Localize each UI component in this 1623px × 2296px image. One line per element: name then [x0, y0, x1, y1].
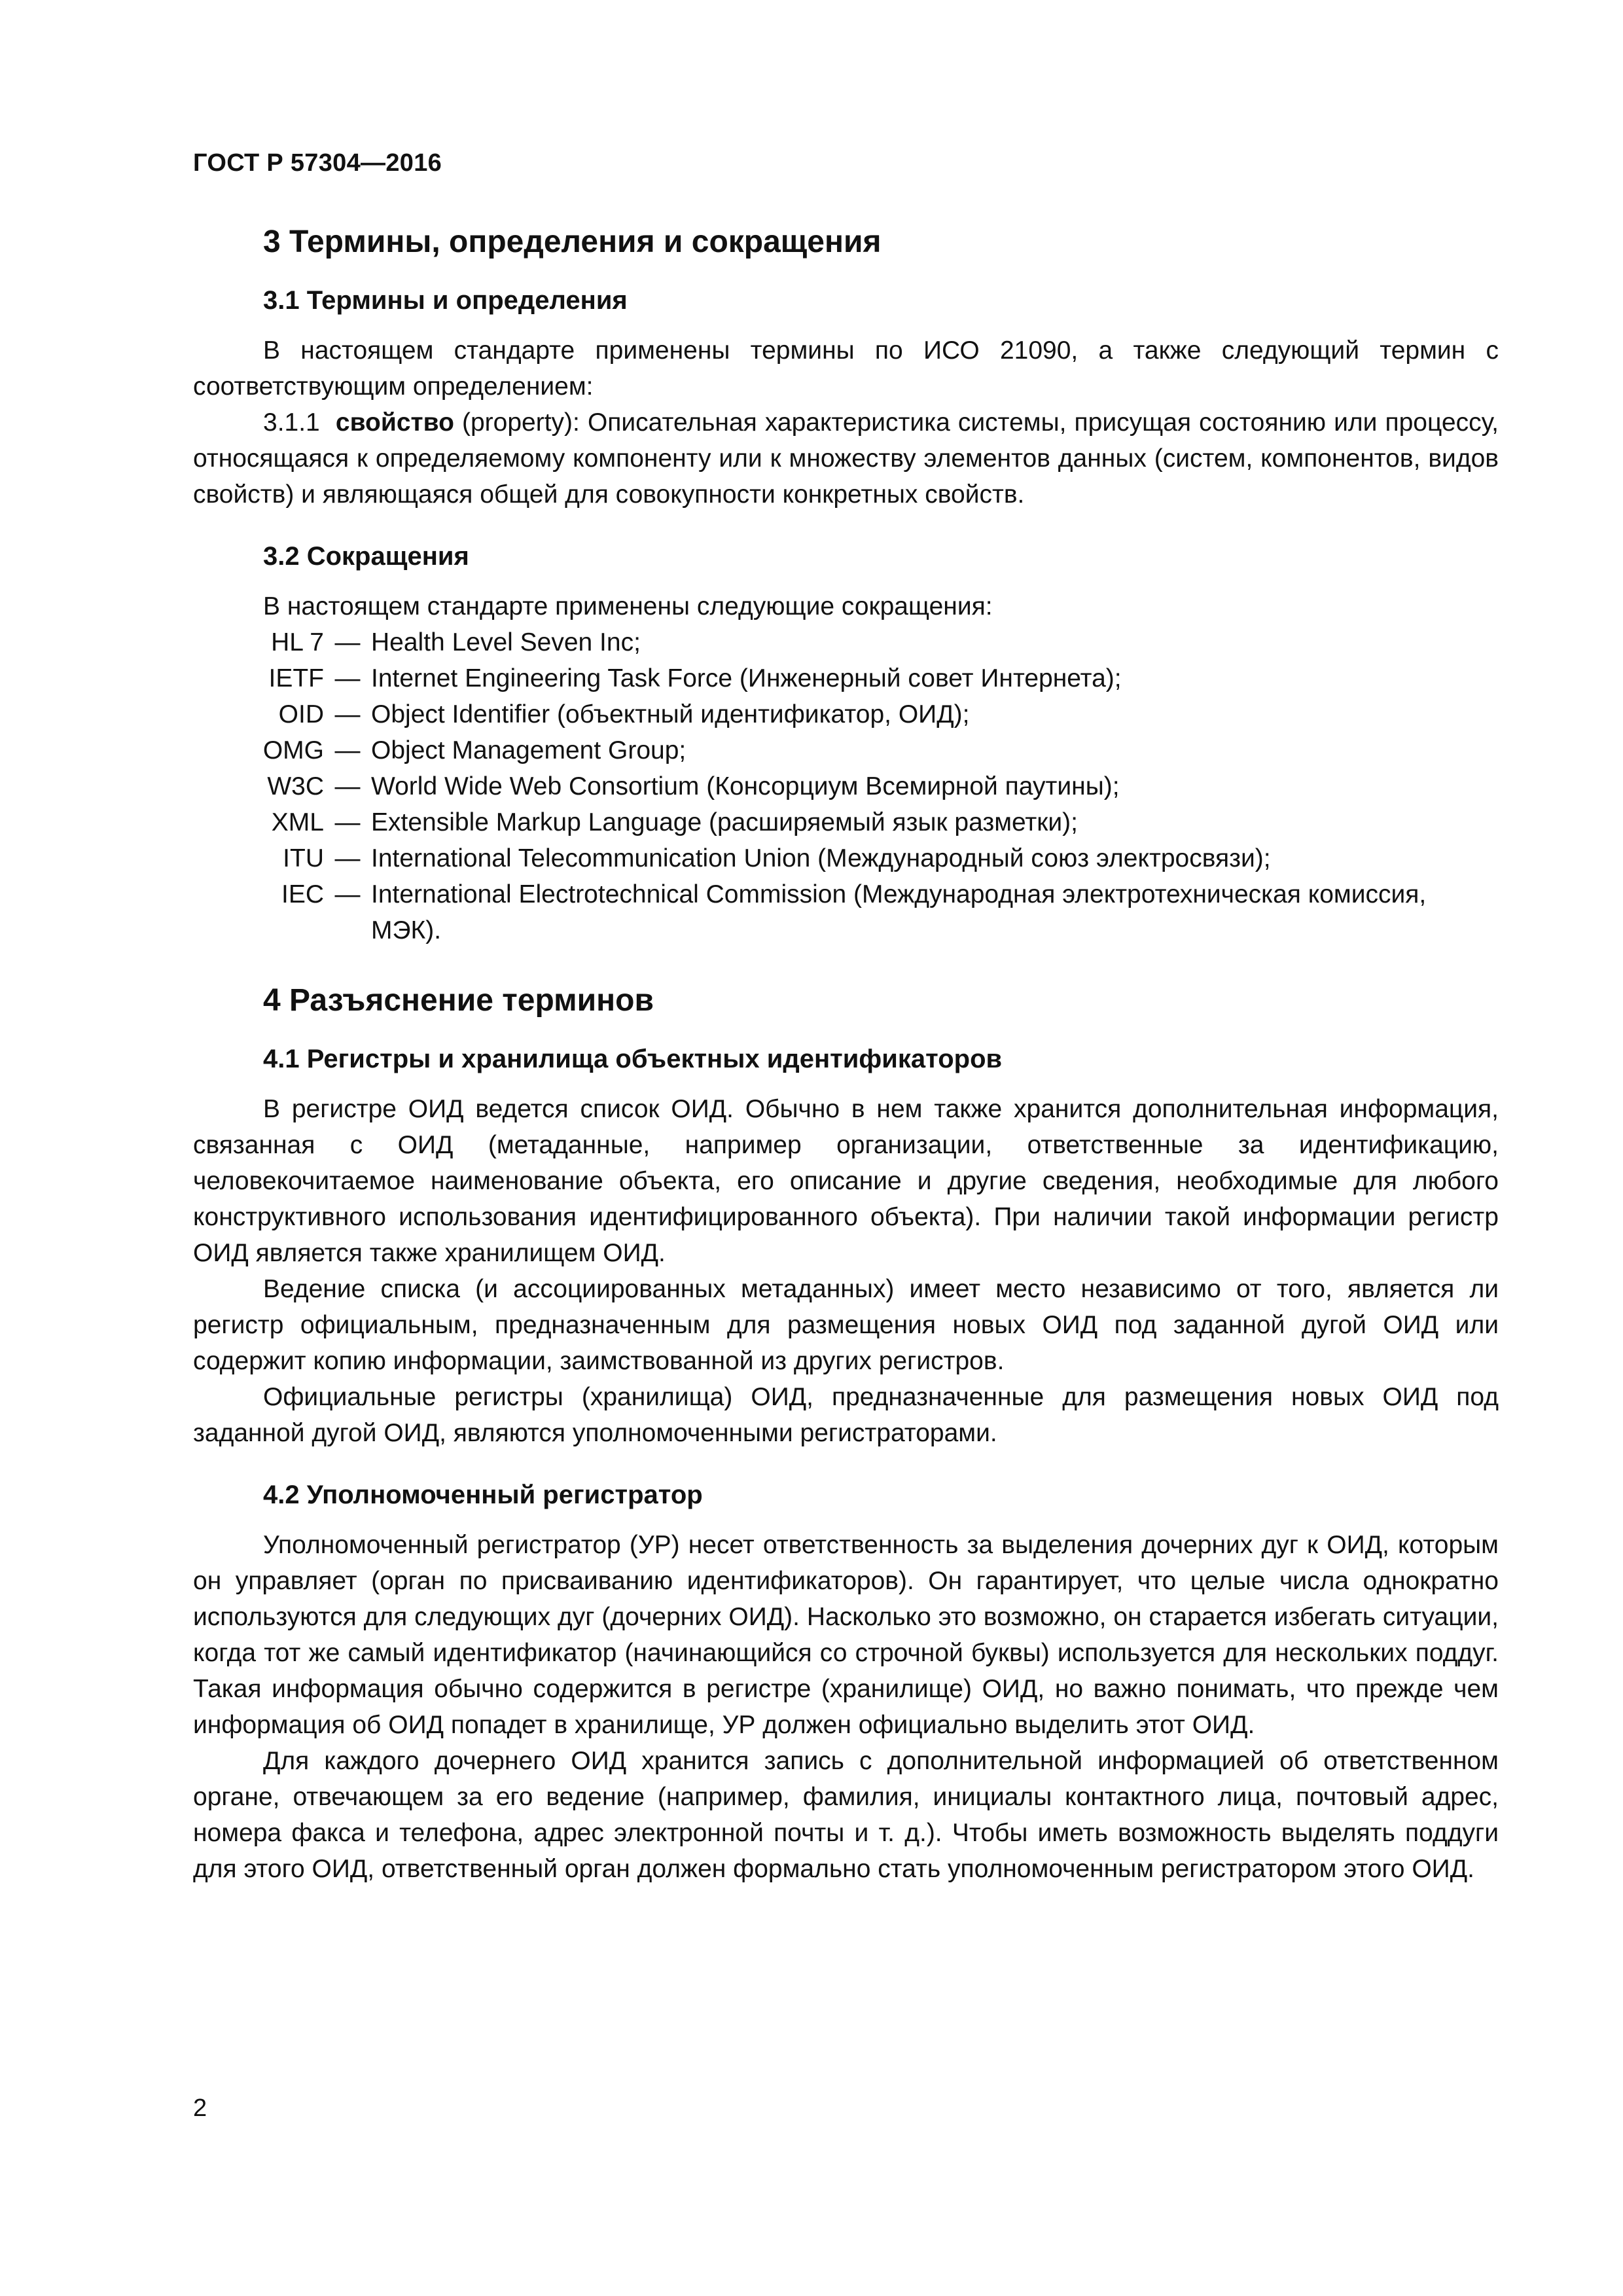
abbreviation-list [193, 624, 1499, 948]
abbreviation-key: HL 7 [271, 628, 324, 656]
abbreviation-key: IETF [268, 664, 324, 692]
abbreviation-key: OMG [262, 736, 324, 764]
section-3-title: 3 Термины, определения и сокращения [263, 224, 882, 259]
abbreviation-key: XML [271, 808, 324, 836]
abbreviation-value: Object Identifier (объектный идентификатор, ОИД); [371, 700, 970, 728]
abbreviation-item [193, 768, 1499, 804]
abbreviation-item [193, 876, 1499, 948]
section-3-2-intro: В настоящем стандарте применены следующие сокращения: [263, 592, 993, 620]
abbreviation-item [193, 840, 1499, 876]
abbreviation-dash: — [334, 736, 361, 764]
abbreviation-dash: — [334, 772, 361, 800]
section-4-2-title: 4.2 Уполномоченный регистратор [263, 1480, 703, 1509]
abbreviation-item [193, 696, 1499, 732]
term-number: 3.1.1 [263, 408, 320, 437]
abbreviation-key: ITU [283, 844, 324, 872]
section-4-1-paragraph: В регистре ОИД ведется список ОИД. Обычно в нем также хранится дополнительная информация, связанная с ОИД (метаданные, например организации, ответственные за идентификацию, человекочитаемое наименование объекта, его описание и другие сведения, необходимые для любого конструктивного использования идентифицированного объекта). При наличии такой информации регистр ОИД является также хранилищем ОИД. [193, 1095, 1499, 1267]
section-4-1-title: 4.1 Регистры и хранилища объектных идентификаторов [263, 1045, 1003, 1073]
abbreviation-value: Extensible Markup Language (расширяемый язык разметки); [371, 808, 1078, 836]
section-4-2-paragraph: Уполномоченный регистратор (УР) несет ответственность за выделения дочерних дуг к ОИД, которым он управляет (орган по присваиванию идентификаторов). Он гарантирует, что целые числа однократно используются для следующих дуг (дочерних ОИД). Насколько это возможно, он старается избегать ситуации, когда тот же самый идентификатор (начинающийся со строчной буквы) используется для нескольких поддуг. Такая информация обычно содержится в регистре (хранилище) ОИД, но важно понимать, что прежде чем информация об ОИД попадет в хранилище, УР должен официально выделить этот ОИД. [193, 1531, 1499, 1739]
abbreviation-key: IEC [281, 880, 324, 908]
section-4-2-paragraph: Для каждого дочернего ОИД хранится запись с дополнительной информацией об ответственном органе, отвечающем за его ведение (например, фамилия, инициалы контактного лица, почтовый адрес, номера факса и телефона, адрес электронной почты и т. д.). Чтобы иметь возможность выделять поддуги для этого ОИД, ответственный орган должен формально стать уполномоченным регистратором этого ОИД. [193, 1747, 1499, 1883]
section-3-1-title: 3.1 Термины и определения [263, 286, 628, 315]
section-4-1-paragraph: Ведение списка (и ассоциированных метаданных) имеет место независимо от того, является ли регистр официальным, предназначенным для размещения новых ОИД под заданной дугой ОИД или содержит копию информации, заимствованной из других регистров. [193, 1275, 1499, 1375]
abbreviation-dash: — [334, 664, 361, 692]
page-content [193, 216, 1499, 1887]
abbreviation-value: International Telecommunication Union (Международный союз электросвязи); [371, 844, 1271, 872]
term-word: свойство [335, 408, 454, 437]
section-3-1-intro: В настоящем стандарте применены термины по ИСО 21090, а также следующий термин с соответствующим определением: [193, 336, 1499, 401]
abbreviation-item [193, 732, 1499, 768]
abbreviation-dash: — [334, 880, 361, 908]
section-3-2-title: 3.2 Сокращения [263, 542, 469, 571]
abbreviation-dash: — [334, 808, 361, 836]
abbreviation-value: World Wide Web Consortium (Консорциум Всемирной паутины); [371, 772, 1120, 800]
abbreviation-value: International Electrotechnical Commission (Международная электротехническая комиссия, МЭК). [371, 880, 1427, 944]
abbreviation-item [193, 660, 1499, 696]
term-definition: (property): Описательная характеристика системы, присущая состоянию или процессу, относящаяся к определяемому компоненту или к множеству элементов данных (систем, компонентов, видов свойств) и являющаяся общей для совокупности конкретных свойств. [193, 408, 1499, 509]
abbreviation-value: Object Management Group; [371, 736, 687, 764]
abbreviation-key: OID [278, 700, 324, 728]
abbreviation-key: W3C [267, 772, 324, 800]
abbreviation-dash: — [334, 700, 361, 728]
abbreviation-value: Internet Engineering Task Force (Инженерный совет Интернета); [371, 664, 1122, 692]
document-code-header: ГОСТ Р 57304—2016 [193, 149, 442, 177]
abbreviation-dash: — [334, 844, 361, 872]
section-4-1-paragraph: Официальные регистры (хранилища) ОИД, предназначенные для размещения новых ОИД под заданной дугой ОИД, являются уполномоченными регистраторами. [193, 1383, 1499, 1447]
abbreviation-item [193, 804, 1499, 840]
abbreviation-item [193, 624, 1499, 660]
term-3-1-1 [193, 404, 1499, 512]
page-number: 2 [193, 2094, 207, 2122]
abbreviation-dash: — [334, 628, 361, 656]
abbreviation-value: Health Level Seven Inc; [371, 628, 641, 656]
section-4-title: 4 Разъяснение терминов [263, 983, 654, 1018]
